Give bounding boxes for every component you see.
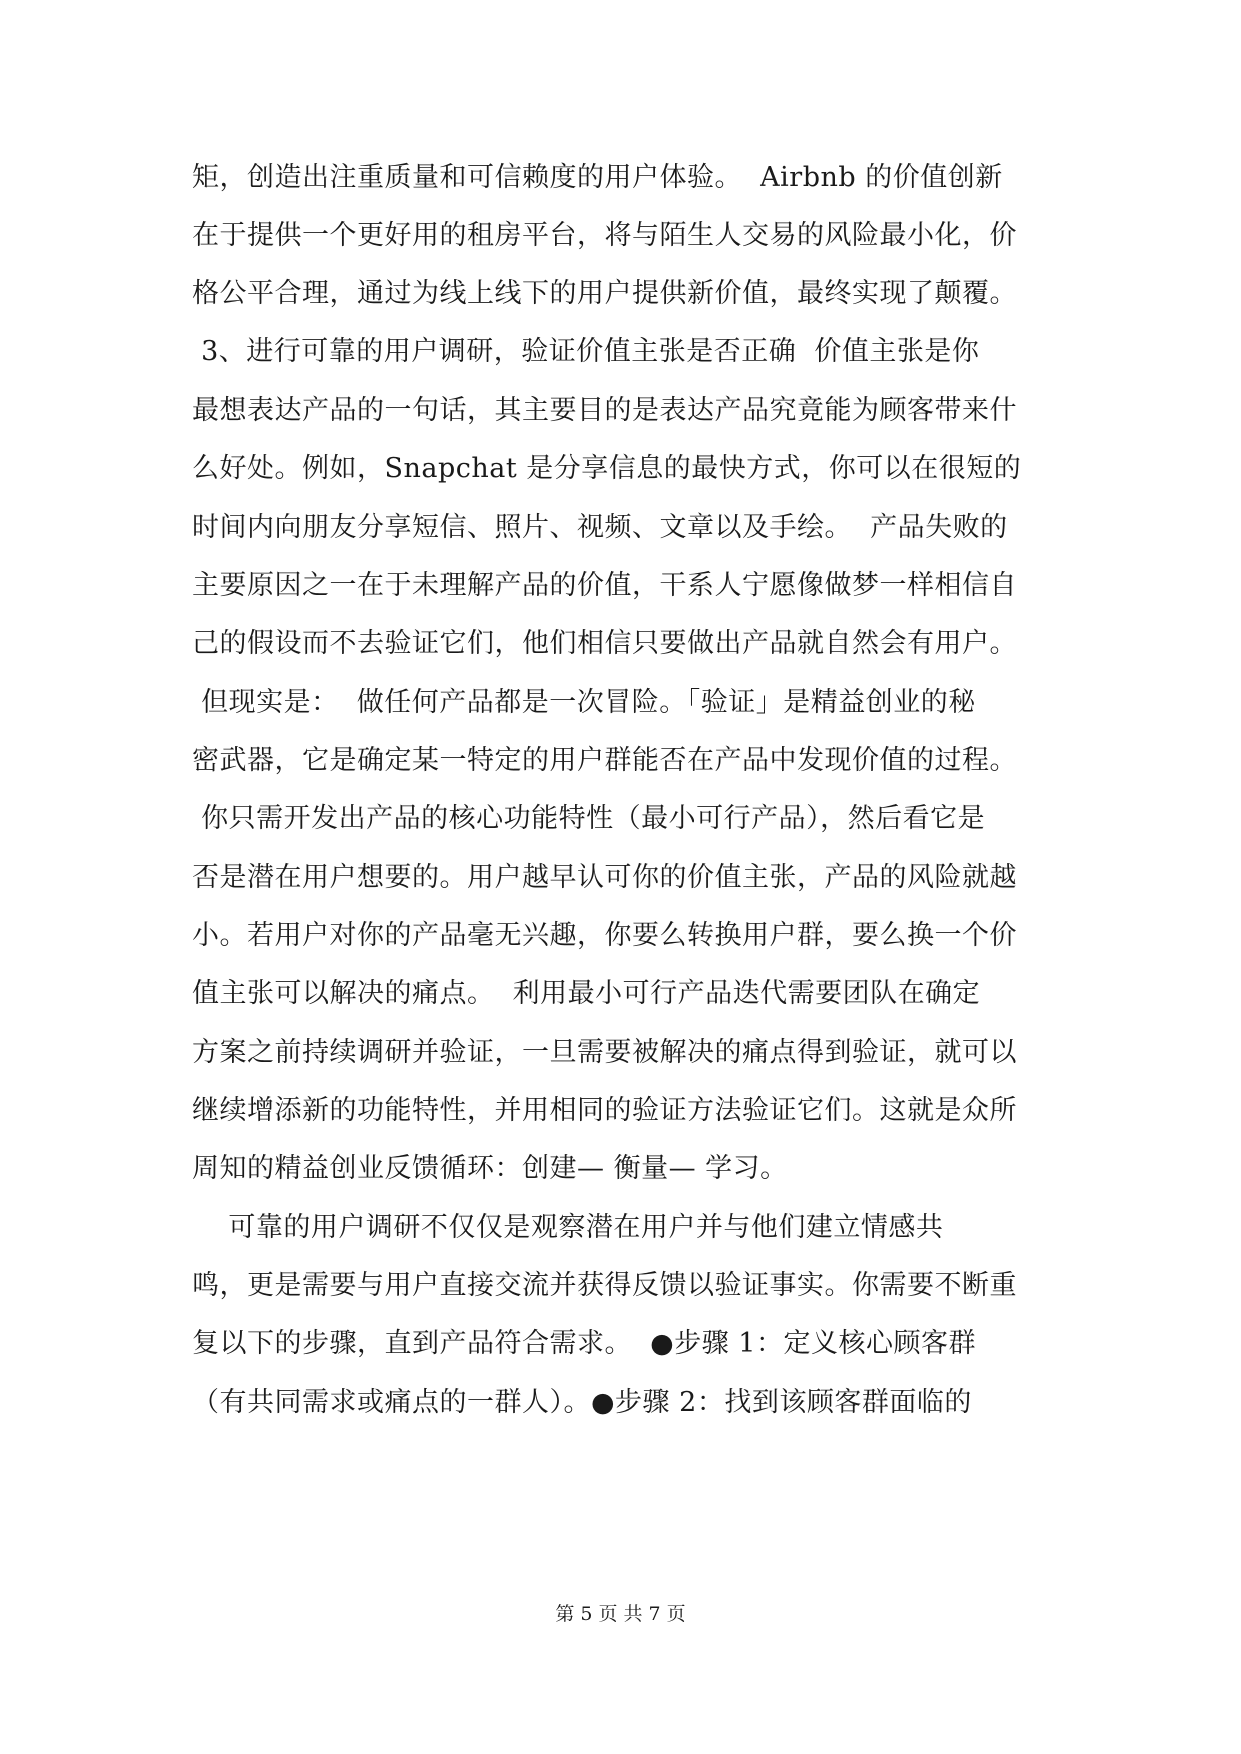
text-line: 么好处。例如，Snapchat 是分享信息的最快方式，你可以在很短的: [192, 453, 1022, 484]
text-line: 密武器，它是确定某一特定的用户群能否在产品中发现价值的过程。: [192, 745, 1017, 776]
text-line: 在于提供一个更好用的租房平台，将与陌生人交易的风险最小化，价: [192, 220, 1017, 251]
text-line: 值主张可以解决的痛点。 利用最小可行产品迭代需要团队在确定: [192, 978, 981, 1009]
text-line: 可靠的用户调研不仅仅是观察潜在用户并与他们建立情感共: [192, 1212, 944, 1243]
text-line: 主要原因之一在于未理解产品的价值，干系人宁愿像做梦一样相信自: [192, 570, 1017, 601]
text-line: 你只需开发出产品的核心功能特性（最小可行产品），然后看它是: [192, 803, 986, 834]
text-line: （有共同需求或痛点的一群人）。●步骤 2：找到该顾客群面临的: [192, 1387, 972, 1418]
text-line: 小。若用户对你的产品毫无兴趣，你要么转换用户群，要么换一个价: [192, 920, 1017, 951]
text-line: 格公平合理，通过为线上线下的用户提供新价值，最终实现了颠覆。: [192, 278, 1017, 309]
text-line: 否是潜在用户想要的。用户越早认可你的价值主张，产品的风险就越: [192, 862, 1017, 893]
text-line: 继续增添新的功能特性，并用相同的验证方法验证它们。这就是众所: [192, 1095, 1017, 1126]
text-line: 方案之前持续调研并验证，一旦需要被解决的痛点得到验证，就可以: [192, 1037, 1017, 1068]
text-line: 3、进行可靠的用户调研，验证价值主张是否正确 价值主张是你: [192, 336, 980, 367]
text-line: 复以下的步骤，直到产品符合需求。 ●步骤 1：定义核心顾客群: [192, 1328, 976, 1359]
text-line: 周知的精益创业反馈循环：创建— 衡量— 学习。: [192, 1153, 788, 1184]
text-line: 最想表达产品的一句话，其主要目的是表达产品究竟能为顾客带来什: [192, 395, 1017, 426]
text-line: 鸣，更是需要与用户直接交流并获得反馈以验证事实。你需要不断重: [192, 1270, 1017, 1301]
text-line: 己的假设而不去验证它们，他们相信只要做出产品就自然会有用户。: [192, 628, 1017, 659]
text-line: 时间内向朋友分享短信、照片、视频、文章以及手绘。 产品失败的: [192, 512, 1008, 543]
text-line: 但现实是： 做任何产品都是一次冒险。「验证」是精益创业的秘: [192, 687, 976, 718]
page-number-footer: 第 5 页 共 7 页: [555, 1603, 686, 1625]
text-line: 矩，创造出注重质量和可信赖度的用户体验。 Airbnb 的价值创新: [192, 162, 1003, 193]
